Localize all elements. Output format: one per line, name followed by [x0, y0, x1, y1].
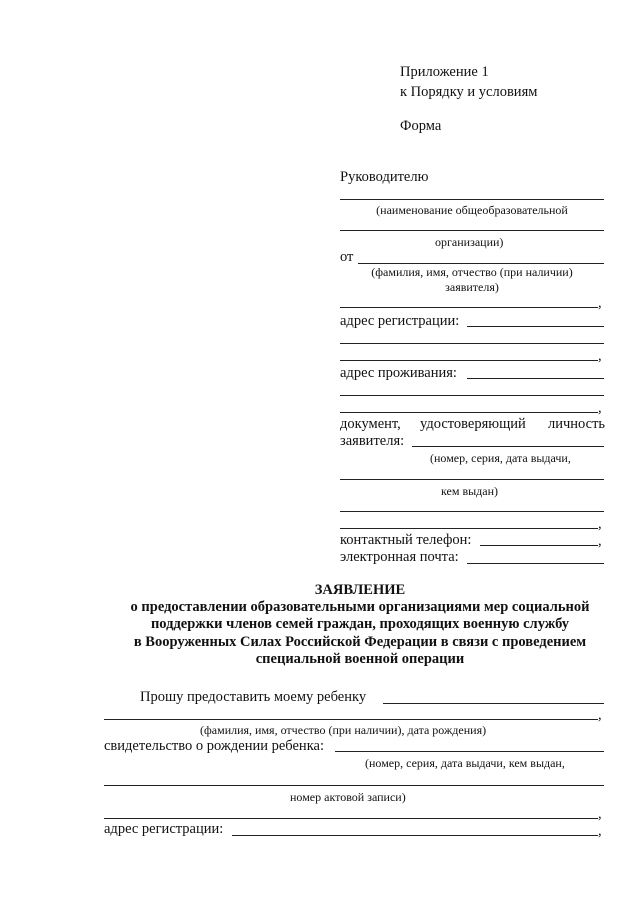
doc-caption: (номер, серия, дата выдачи,	[430, 451, 571, 465]
doc-label-word-2: удостоверяющий	[420, 416, 526, 432]
email-line[interactable]	[467, 563, 604, 564]
addressee-head: Руководителю	[340, 169, 429, 185]
birth-cert-line-1[interactable]	[335, 751, 604, 752]
doc-line-1[interactable]	[412, 446, 604, 447]
birth-cert-line-2[interactable]	[104, 785, 604, 786]
doc-line-3[interactable]	[340, 511, 604, 512]
applicant-name-line[interactable]	[358, 263, 604, 264]
child-name-caption: (фамилия, имя, отчество (при наличии), дата рождения)	[200, 723, 487, 737]
doc-line-2[interactable]	[340, 479, 604, 480]
applicant-label: заявителя:	[340, 433, 405, 449]
comma: ,	[598, 823, 602, 839]
doc-caption-2: кем выдан)	[441, 484, 499, 498]
comma: ,	[598, 295, 602, 311]
reg-address-label: адрес регистрации:	[340, 313, 460, 329]
phone-line[interactable]	[480, 545, 598, 546]
child-name-line-2[interactable]	[104, 719, 598, 720]
live-address-line-2[interactable]	[340, 395, 604, 396]
live-address-line-3[interactable]	[340, 412, 598, 413]
comma: ,	[598, 533, 602, 549]
org-name-caption: (наименование общеобразовательной	[376, 203, 568, 217]
form-label: Форма	[400, 118, 442, 134]
statement-subject-line-1: о предоставлении образовательными организациями мер социальной	[130, 599, 590, 615]
birth-cert-label: свидетельство о рождении ребенка:	[104, 738, 324, 754]
order-reference: к Порядку и условиям	[400, 84, 538, 100]
live-address-label: адрес проживания:	[340, 365, 457, 381]
live-address-line-1[interactable]	[467, 378, 604, 379]
org-name-caption-2: организации)	[435, 235, 504, 249]
birth-cert-line-3[interactable]	[104, 818, 598, 819]
from-label: от	[340, 249, 354, 265]
applicant-name-caption-2: заявителя)	[445, 280, 499, 294]
phone-label: контактный телефон:	[340, 532, 472, 548]
child-name-line-1[interactable]	[383, 703, 604, 704]
doc-line-4[interactable]	[340, 528, 598, 529]
statement-subject-line-2: поддержки членов семей граждан, проходящих военную службу	[150, 616, 570, 632]
comma: ,	[598, 400, 602, 416]
reg-address-line-2[interactable]	[340, 343, 604, 344]
appendix-label: Приложение 1	[400, 64, 489, 80]
birth-cert-caption: (номер, серия, дата выдачи, кем выдан,	[365, 756, 565, 770]
applicant-name-caption: (фамилия, имя, отчество (при наличии)	[371, 265, 573, 279]
doc-label-word-3: личность	[548, 416, 606, 432]
statement-subject-line-3: в Вооруженных Силах Российской Федерации в связи с проведением	[133, 634, 587, 650]
org-name-line-2[interactable]	[340, 230, 604, 231]
email-label: электронная почта:	[340, 549, 459, 565]
comma: ,	[598, 348, 602, 364]
comma: ,	[598, 516, 602, 532]
doc-label-word-1: документ,	[340, 416, 401, 432]
birth-cert-caption-2: номер актовой записи)	[290, 790, 406, 804]
statement-subject-line-4: специальной военной операции	[255, 651, 465, 667]
statement-heading: ЗАЯВЛЕНИЕ	[314, 582, 406, 598]
child-reg-address-line[interactable]	[232, 835, 598, 836]
reg-address-line-3[interactable]	[340, 360, 598, 361]
child-reg-address-label: адрес регистрации:	[104, 821, 224, 837]
comma: ,	[598, 707, 602, 723]
applicant-name-line-2[interactable]	[340, 307, 598, 308]
comma: ,	[598, 806, 602, 822]
reg-address-line-1[interactable]	[467, 326, 604, 327]
org-name-line-1[interactable]	[340, 199, 604, 200]
request-text: Прошу предоставить моему ребенку	[140, 689, 367, 705]
